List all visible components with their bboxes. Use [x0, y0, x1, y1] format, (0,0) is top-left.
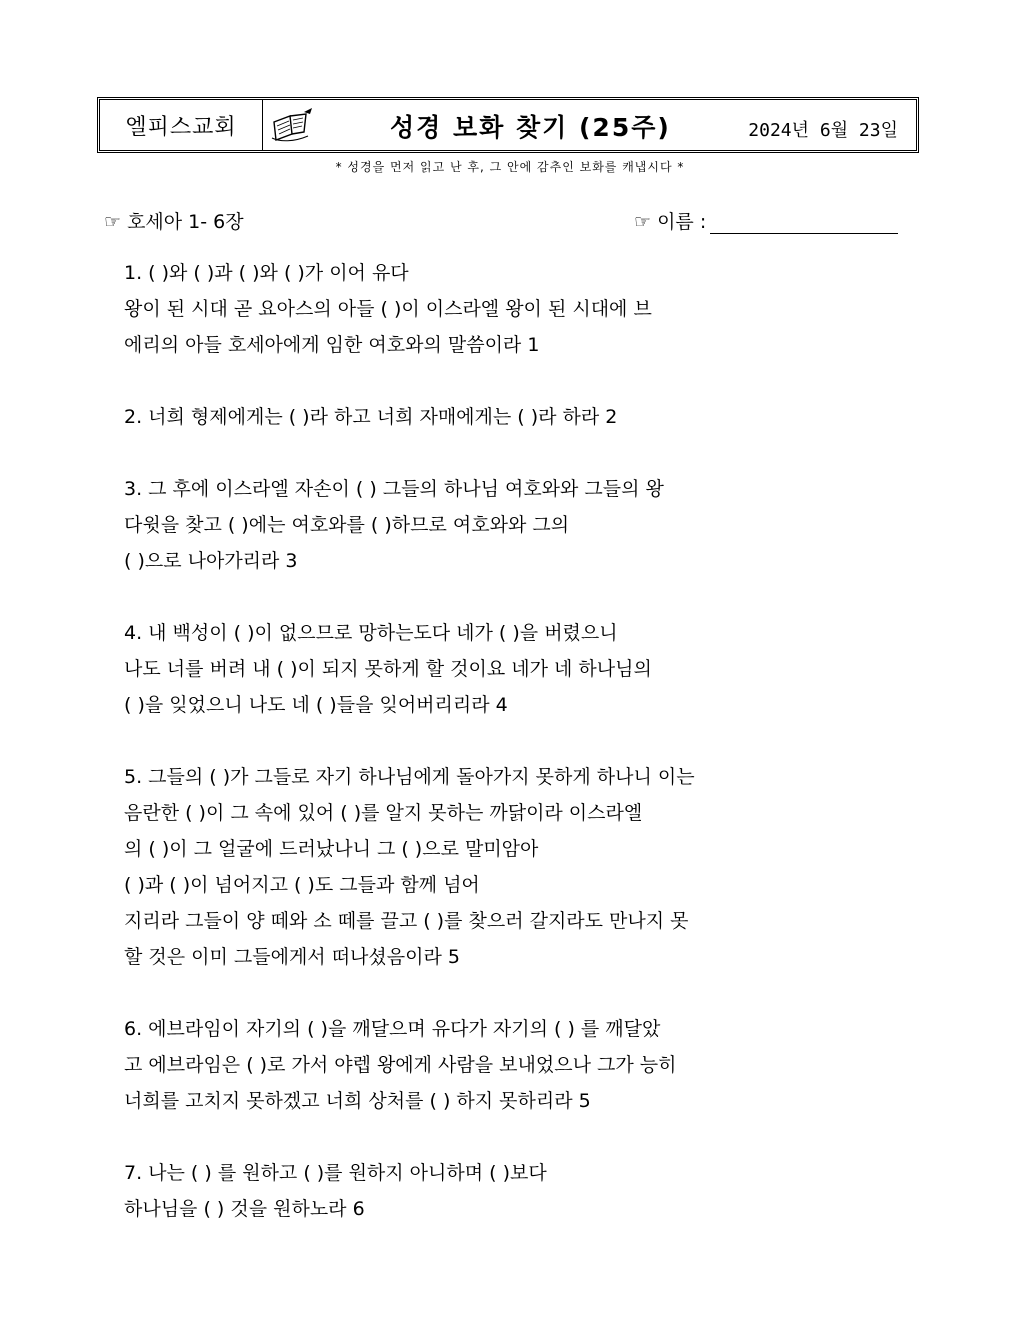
open-bible-icon	[270, 108, 314, 144]
question-line: 3. 그 후에 이스라엘 자손이 ( ) 그들의 하나님 여호와와 그들의 왕	[124, 478, 664, 500]
question-line: 음란한 ( )이 그 속에 있어 ( )를 알지 못하는 까닭이라 이스라엘	[124, 802, 643, 824]
question-line: 1. ( )와 ( )과 ( )와 ( )가 이어 유다	[124, 262, 409, 284]
question-line: 너희를 고치지 못하겠고 너희 상처를 ( ) 하지 못하리라 5	[124, 1090, 591, 1112]
question-4	[124, 615, 904, 723]
question-line: 고 에브라임은 ( )로 가서 야렙 왕에게 사람을 보내었으나 그가 능히	[124, 1054, 677, 1076]
question-line: 7. 나는 ( ) 를 원하고 ( )를 원하지 아니하며 ( )보다	[124, 1162, 547, 1184]
question-5	[124, 759, 904, 975]
passage-label: ☞ 호세아 1- 6장	[104, 211, 244, 233]
worksheet-title: 성경 보화 찾기 (25주)	[390, 113, 671, 142]
question-line: ( )을 잊었으니 나도 네 ( )들을 잊어버리리라 4	[124, 694, 508, 716]
worksheet-date: 2024년 6월 23일	[748, 120, 898, 141]
question-line: 5. 그들의 ( )가 그들로 자기 하나님에게 돌아가지 못하게 하나니 이는	[124, 766, 695, 788]
worksheet-header	[97, 97, 919, 153]
question-line: 왕이 된 시대 곧 요아스의 아들 ( )이 이스라엘 왕이 된 시대에 브	[124, 298, 652, 320]
church-name: 엘피스교회	[100, 100, 263, 150]
question-line: 4. 내 백성이 ( )이 없으므로 망하는도다 네가 ( )을 버렸으니	[124, 622, 618, 644]
question-6	[124, 1011, 904, 1119]
question-7	[124, 1155, 904, 1227]
question-line: 할 것은 이미 그들에게서 떠나셨음이라 5	[124, 946, 460, 968]
question-line: 6. 에브라임이 자기의 ( )을 깨달으며 유다가 자기의 ( ) 를 깨달았	[124, 1018, 661, 1040]
question-line: 다윗을 찾고 ( )에는 여호와를 ( )하므로 여호와와 그의	[124, 514, 570, 536]
name-field[interactable]	[634, 207, 898, 234]
question-2	[124, 399, 904, 435]
question-line: 에리의 아들 호세아에게 임한 여호와의 말씀이라 1	[124, 334, 540, 356]
question-line: 지리라 그들이 양 떼와 소 떼를 끌고 ( )를 찾으러 갈지라도 만나지 못	[124, 910, 689, 932]
question-line: 하나님을 ( ) 것을 원하노라 6	[124, 1198, 365, 1220]
question-line: ( )과 ( )이 넘어지고 ( )도 그들과 함께 넘어	[124, 874, 480, 896]
question-3	[124, 471, 904, 579]
question-line: 의 ( )이 그 얼굴에 드러났나니 그 ( )으로 말미암아	[124, 838, 539, 860]
name-blank-line[interactable]	[710, 215, 898, 234]
question-1	[124, 255, 904, 363]
question-line: 2. 너희 형제에게는 ( )라 하고 너희 자매에게는 ( )라 하라 2	[124, 406, 618, 428]
instruction-subtitle: * 성경을 먼저 읽고 난 후, 그 안에 감추인 보화를 캐냅시다 *	[335, 160, 685, 174]
name-label: ☞ 이름 :	[634, 211, 707, 233]
question-line: 나도 너를 버려 내 ( )이 되지 못하게 할 것이요 네가 네 하나님의	[124, 658, 652, 680]
question-line: ( )으로 나아가리라 3	[124, 550, 298, 572]
